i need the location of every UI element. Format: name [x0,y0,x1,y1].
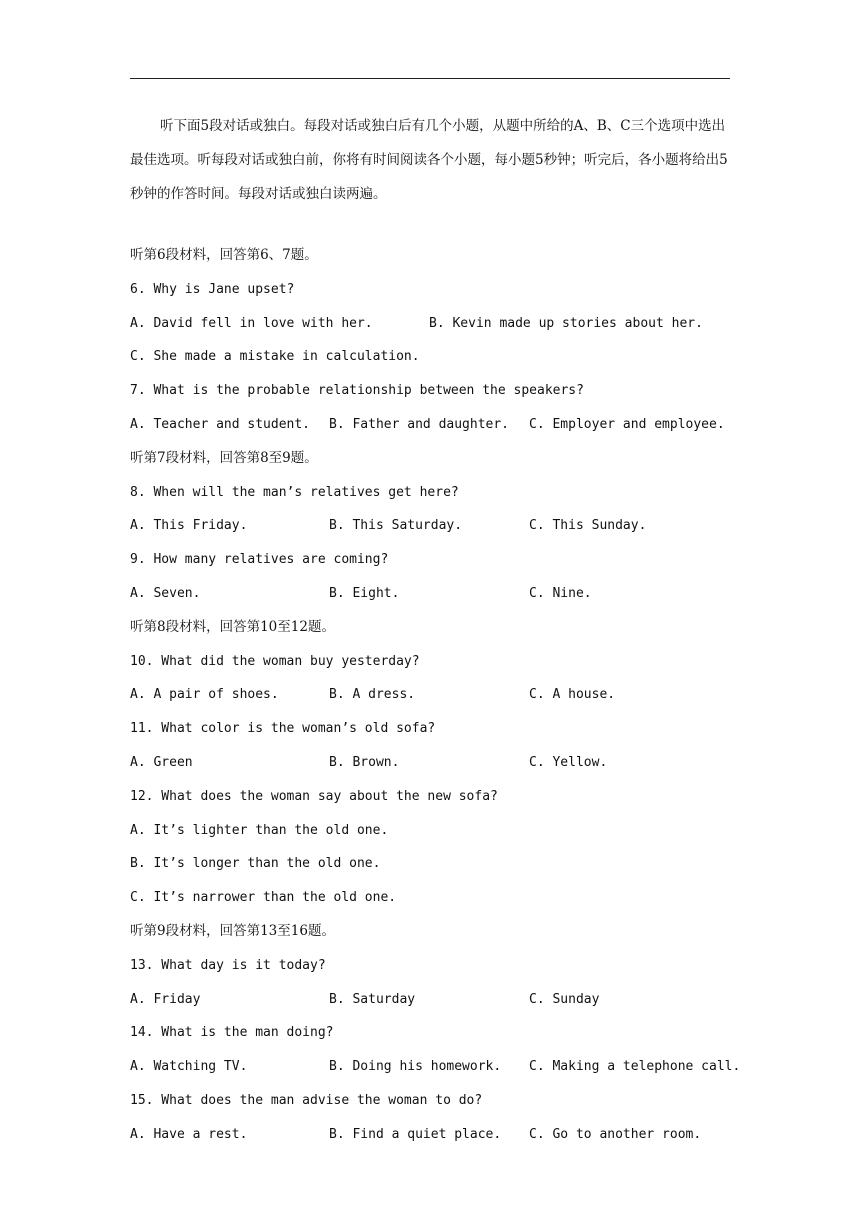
options-row [130,307,750,341]
option-a: A. Have a rest. [130,1126,248,1142]
option-c: C. She made a mistake in calculation. [130,349,420,365]
options-row [130,1050,750,1084]
section-heading: 听第7段材料，回答第8至9题。 [130,449,318,466]
option-a: A. It’s lighter than the old one. [130,822,389,838]
option-c: C. Making a telephone call. [529,1059,741,1075]
option-c: C. It’s narrower than the old one. [130,890,397,906]
top-rule [130,78,730,79]
question-14: 14. What is the man doing? [130,1025,334,1041]
options-row [130,1118,750,1152]
option-b: B. This Saturday. [329,518,463,534]
question-12: 12. What does the woman say about the new sofa? [130,788,498,804]
option-b: B. Brown. [329,754,400,770]
option-a: A. Seven. [130,585,201,601]
question-6: 6. Why is Jane upset? [130,281,295,297]
question-8: 8. When will the man’s relatives get here? [130,484,459,500]
option-b: B. Saturday [329,991,416,1007]
question-9: 9. How many relatives are coming? [130,552,389,568]
options-row [130,678,750,712]
question-list [130,239,750,1152]
question-13: 13. What day is it today? [130,957,326,973]
option-c: C. Nine. [529,585,592,601]
option-b: B. Doing his homework. [329,1059,502,1075]
option-b: B. Kevin made up stories about her. [429,315,703,331]
section-heading: 听第9段材料，回答第13至16题。 [130,922,335,939]
option-b: B. Father and daughter. [329,416,510,432]
option-c: C. This Sunday. [529,518,647,534]
option-a: A. Friday [130,991,201,1007]
options-row [130,577,750,611]
option-a: A. Green [130,754,193,770]
options-row [130,983,750,1017]
section-instructions: 听下面5段对话或独白。每段对话或独白后有几个小题，从题中所给的A、B、C三个选项中选出最佳选项。听每段对话或独白前，你将有时间阅读各个小题，每小题5秒钟；听完后，各小题将给出5秒钟的作答时间。每段对话或独白读两遍。 [130,118,728,202]
question-11: 11. What color is the woman’s old sofa? [130,721,436,737]
option-c: C. Employer and employee. [529,416,725,432]
option-b: B. Eight. [329,585,400,601]
question-7: 7. What is the probable relationship between the speakers? [130,383,584,399]
options-row [130,408,750,442]
question-10: 10. What did the woman buy yesterday? [130,653,420,669]
option-a: A. Watching TV. [130,1059,248,1075]
options-row [130,509,750,543]
options-row [130,746,750,780]
option-c: C. Sunday [529,991,600,1007]
option-a: A. David fell in love with her. [130,315,373,331]
option-b: B. A dress. [329,687,416,703]
option-c: C. Yellow. [529,754,608,770]
option-c: C. Go to another room. [529,1126,702,1142]
option-b: B. Find a quiet place. [329,1126,502,1142]
option-a: A. This Friday. [130,518,248,534]
option-c: C. A house. [529,687,616,703]
option-a: A. Teacher and student. [130,416,311,432]
section-heading: 听第8段材料，回答第10至12题。 [130,618,335,635]
option-b: B. It’s longer than the old one. [130,856,381,872]
question-15: 15. What does the man advise the woman to do? [130,1092,483,1108]
option-a: A. A pair of shoes. [130,687,279,703]
section-heading: 听第6段材料，回答第6、7题。 [130,247,318,263]
